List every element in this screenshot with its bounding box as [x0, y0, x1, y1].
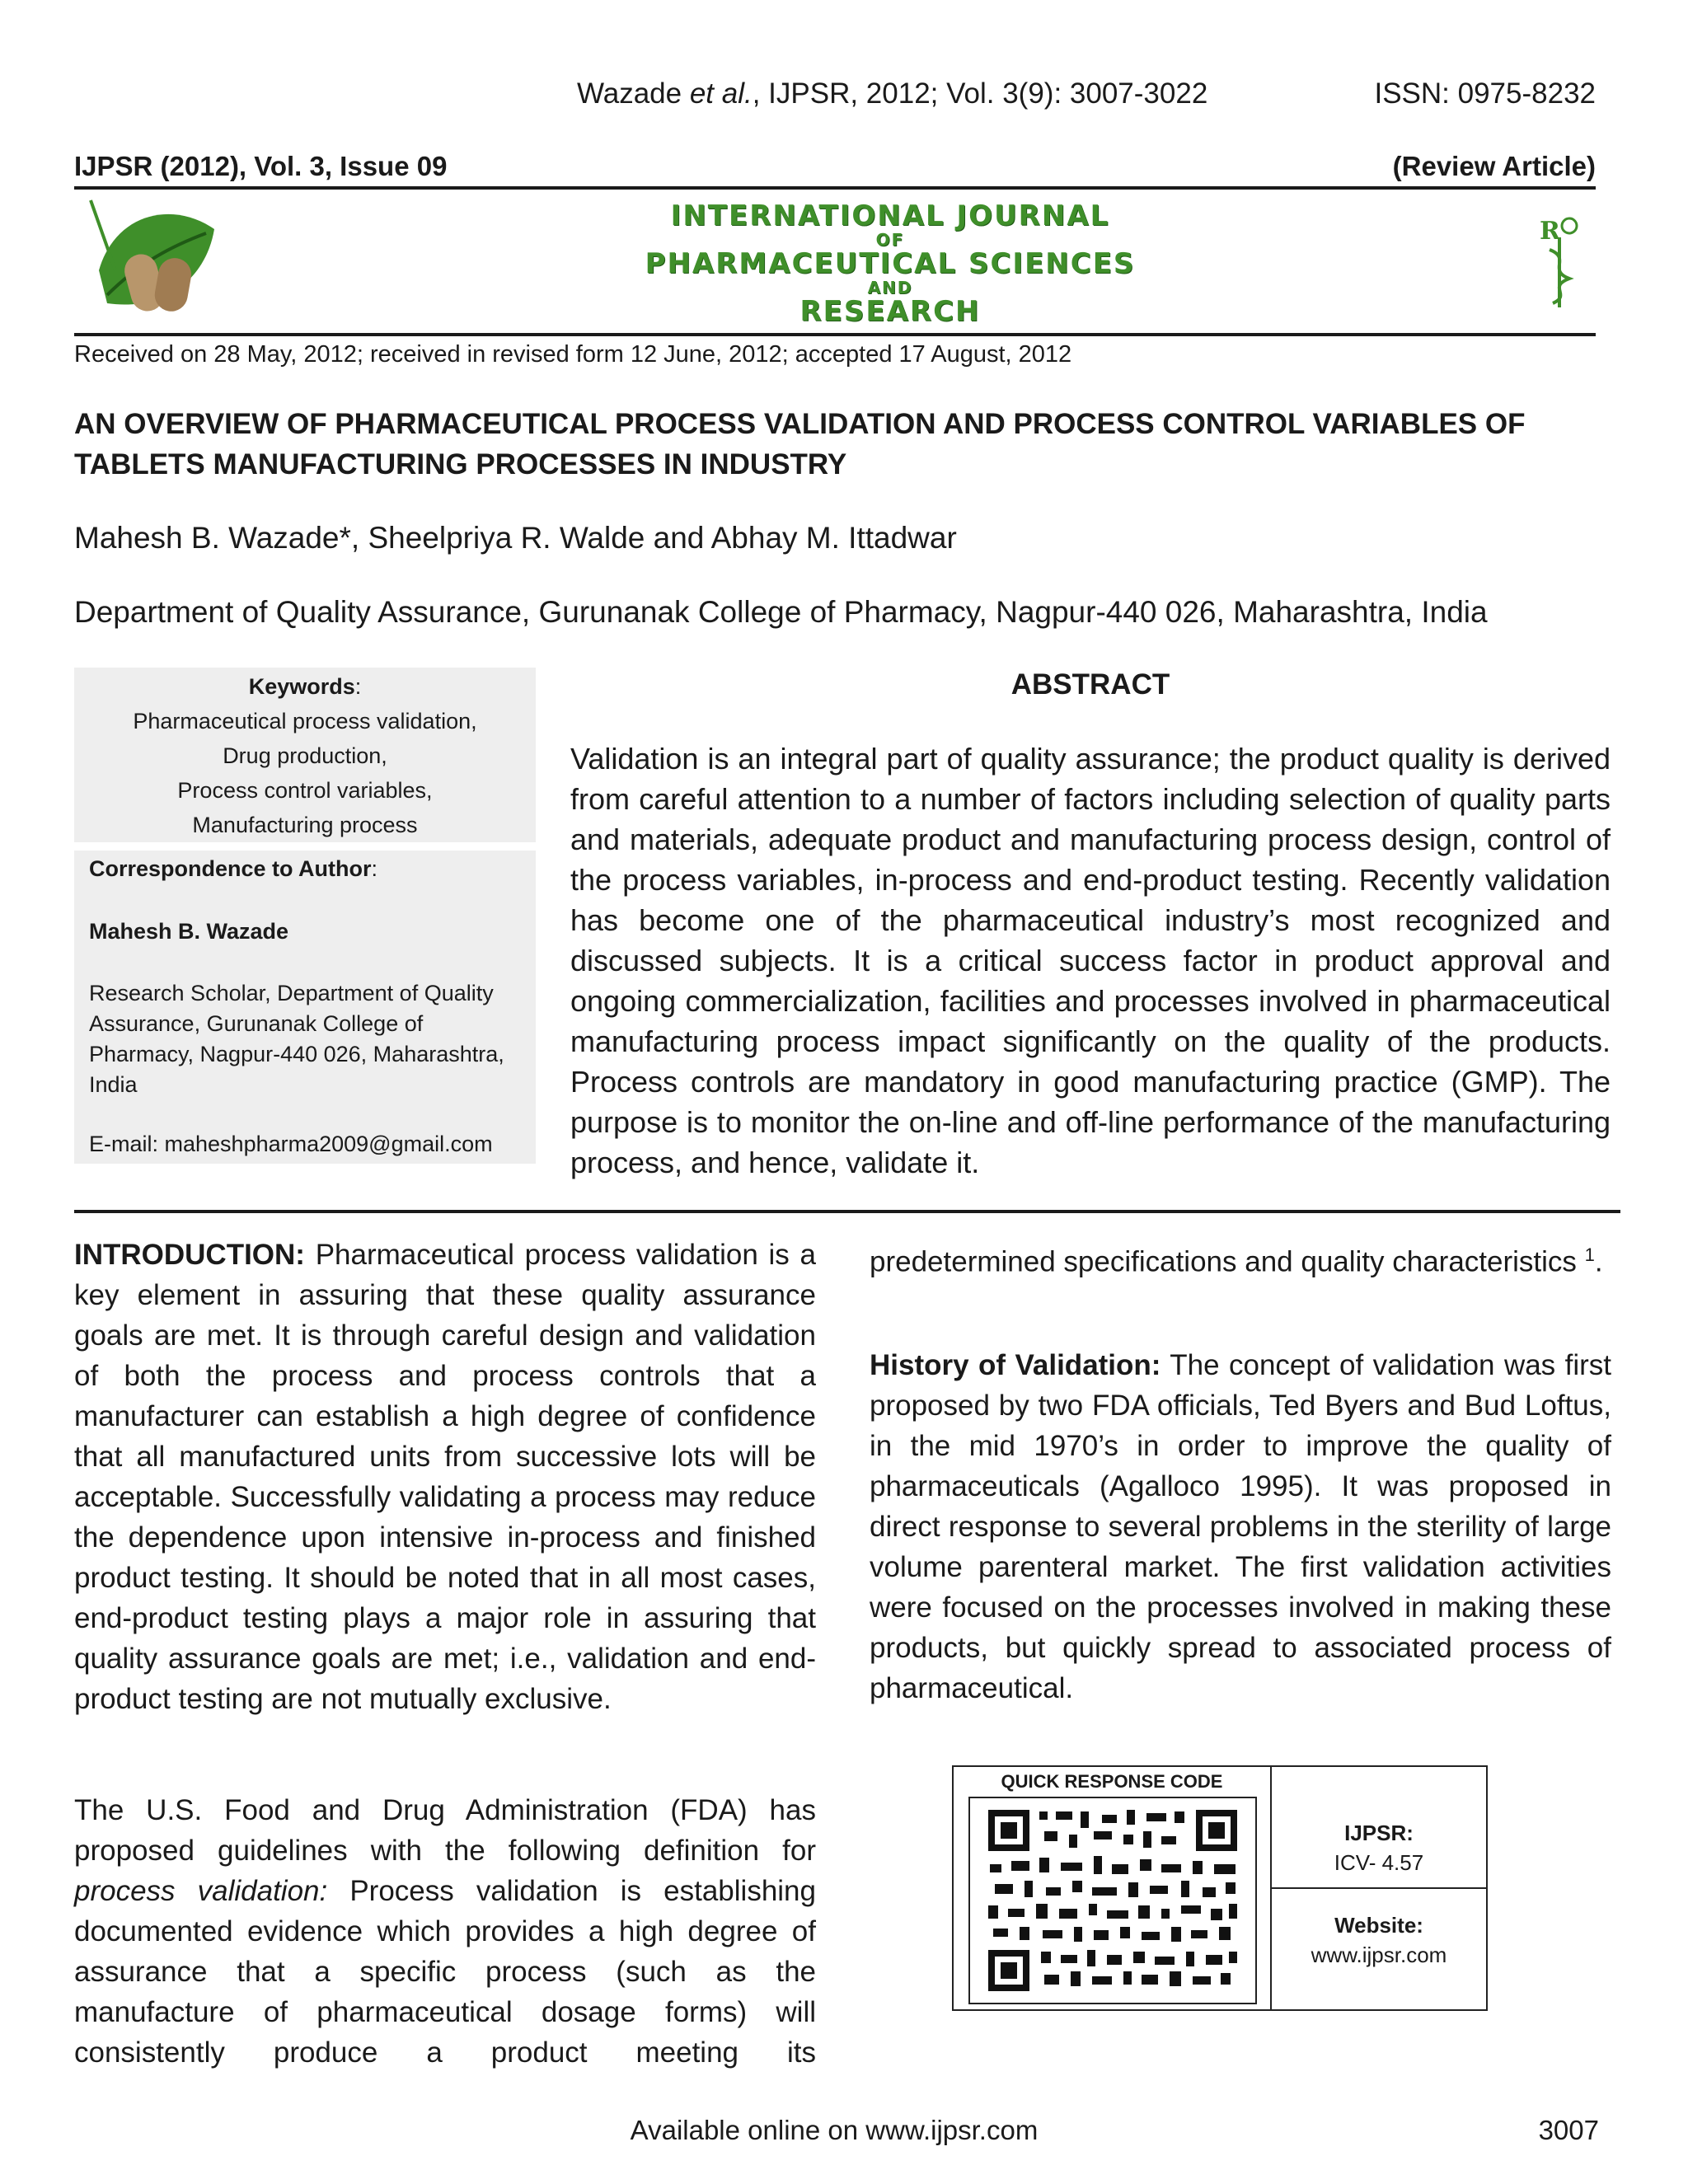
header-rule-bottom — [74, 333, 1596, 336]
article-type: (Review Article) — [1392, 151, 1596, 181]
running-citation — [577, 76, 1207, 112]
masthead-line-2: OF — [875, 230, 905, 250]
history-text: The concept of validation was first proposed by two FDA officials, Ted Byers and Bud Loftus, in the mid 1970’s in order to improve the quality of pharmaceuticals (Agalloco 1995). It was proposed in direct response to several problems in the sterility of large volume parenteral market. The first validation activities were focused on the processes involved in making these products, but quickly spread to associated process of pharmaceutical. — [870, 1349, 1611, 1704]
keyword-3: Process control variables, — [177, 778, 433, 803]
history-paragraph — [870, 1345, 1611, 1708]
caduceus-icon — [1535, 213, 1584, 312]
header-rule-top — [74, 186, 1596, 190]
keywords-colon: : — [354, 674, 362, 699]
continued-text: predetermined specifications and quality characteristics — [870, 1245, 1585, 1278]
fda-paragraph — [74, 1790, 816, 2073]
abstract-text: Validation is an integral part of quality assurance; the product quality is derived from careful attention to a number of factors including selection of quality parts and materials, adequate product and manufacturing process design, control of the process variables, in-process and end-product testing. Recently validation has become one of the pharmaceutical industry’s most recognized and discussed subjects. It is a critical success factor in product approval and ongoing commercialization, facilities and processes involved in pharmaceutical manufacturing process impact significantly on the quality of the products. Process controls are mandatory in good manufacturing practice (GMP). The purpose is to monitor the on-line and off-line performance of the manufacturing process, and hence, validate it. — [570, 742, 1611, 1179]
citation-prefix: Wazade — [577, 77, 690, 110]
ijpsr-label: IJPSR: — [1344, 1821, 1414, 1845]
abstract-rule — [74, 1210, 1620, 1213]
address-line-4: India — [89, 1072, 138, 1097]
footer-available-online: Available online on www.ijpsr.com — [630, 2115, 1039, 2145]
continued-end: . — [1594, 1245, 1603, 1278]
introduction-text: Pharmaceutical process validation is a key element in assuring that these quality assurance goals are met. It is through careful design and validation of both the process and process controls that a manufacturer can establish a high degree of confidence that all manufactured units from successive lots will be acceptable. Successfully validating a process may reduce the dependence upon intensive in-process and finished product testing. It should be noted that in all most cases, end-product testing plays a major role in assuring that quality assurance goals are met; i.e., validation and end-product testing are not mutually exclusive. — [74, 1239, 816, 1715]
svg-text:R: R — [1540, 217, 1560, 246]
qr-section — [954, 1767, 1272, 2009]
address-line-3: Pharmacy, Nagpur-440 026, Maharashtra, — [89, 1042, 504, 1066]
article-title: AN OVERVIEW OF PHARMACEUTICAL PROCESS VALIDATION AND PROCESS CONTROL VARIABLES OF TABLETS MANUFACTURING PROCESSES IN INDUSTRY — [74, 408, 1526, 480]
citation-italic: et al. — [689, 77, 753, 110]
website-label: Website: — [1334, 1913, 1423, 1938]
fda-text-1: The U.S. Food and Drug Administration (FDA) has proposed guidelines with the following definition for — [74, 1794, 816, 1867]
address-line-1: Research Scholar, Department of Quality — [89, 981, 494, 1005]
qr-code-icon[interactable] — [970, 1798, 1255, 2003]
qr-info-box — [952, 1765, 1488, 2011]
introduction-heading: INTRODUCTION: — [74, 1239, 305, 1271]
journal-logo-image — [82, 196, 223, 316]
author-email[interactable]: E-mail: maheshpharma2009@gmail.com — [89, 1132, 493, 1156]
masthead-line-1: INTERNATIONAL JOURNAL — [670, 199, 1110, 232]
introduction-paragraph — [74, 1235, 816, 1719]
received-dates: Received on 28 May, 2012; received in revised form 12 June, 2012; accepted 17 August, 2012 — [74, 341, 1072, 368]
keywords-box — [74, 668, 536, 842]
keyword-1: Pharmaceutical process validation, — [133, 709, 477, 733]
abstract-heading: ABSTRACT — [1010, 668, 1170, 701]
leaf-capsule-icon — [82, 196, 223, 316]
fda-italic: process validation: — [74, 1875, 328, 1907]
masthead-line-3: PHARMACEUTICAL SCIENCES — [645, 247, 1136, 280]
authors: Mahesh B. Wazade*, Sheelpriya R. Walde and Abhay M. Ittadwar — [74, 521, 957, 555]
corresponding-author-name: Mahesh B. Wazade — [89, 919, 289, 944]
website-url[interactable]: www.ijpsr.com — [1311, 1943, 1447, 1967]
fda-text-2: Process validation is establishing documented evidence which provides a high degree of assurance that a specific process (such as the manufacture of pharmaceutical dosage forms) will consistently produce a product meeting its — [74, 1875, 816, 2069]
correspondence-colon: : — [371, 856, 378, 881]
journal-issue: IJPSR (2012), Vol. 3, Issue 09 — [74, 151, 448, 181]
history-heading: History of Validation: — [870, 1349, 1161, 1381]
rx-caduceus-logo — [1535, 213, 1584, 312]
journal-masthead — [577, 201, 1203, 326]
correspondence-label: Correspondence to Author — [89, 856, 372, 881]
keywords-label: Keywords — [248, 674, 355, 699]
qr-box-divider — [1272, 1887, 1486, 1889]
address-line-2: Assurance, Gurunanak College of — [89, 1011, 424, 1036]
citation-suffix: , IJPSR, 2012; Vol. 3(9): 3007-3022 — [752, 77, 1208, 110]
masthead-line-4: AND — [867, 278, 913, 298]
qr-label: QUICK RESPONSE CODE — [1001, 1771, 1223, 1792]
icv-value: ICV- 4.57 — [1334, 1850, 1424, 1875]
keyword-2: Drug production, — [223, 743, 387, 768]
reference-1[interactable]: 1 — [1584, 1244, 1595, 1265]
masthead-line-5: RESEARCH — [799, 295, 981, 328]
issn: ISSN: 0975-8232 — [1374, 77, 1596, 110]
affiliation: Department of Quality Assurance, Gurunanak College of Pharmacy, Nagpur-440 026, Maharashtra, India — [74, 595, 1488, 629]
correspondence-box — [74, 851, 536, 1164]
page-number: 3007 — [1538, 2115, 1599, 2145]
keywords-label-line — [74, 668, 536, 704]
keyword-4: Manufacturing process — [192, 813, 418, 837]
qr-code-frame — [968, 1797, 1257, 2004]
continued-paragraph — [870, 1235, 1611, 1282]
